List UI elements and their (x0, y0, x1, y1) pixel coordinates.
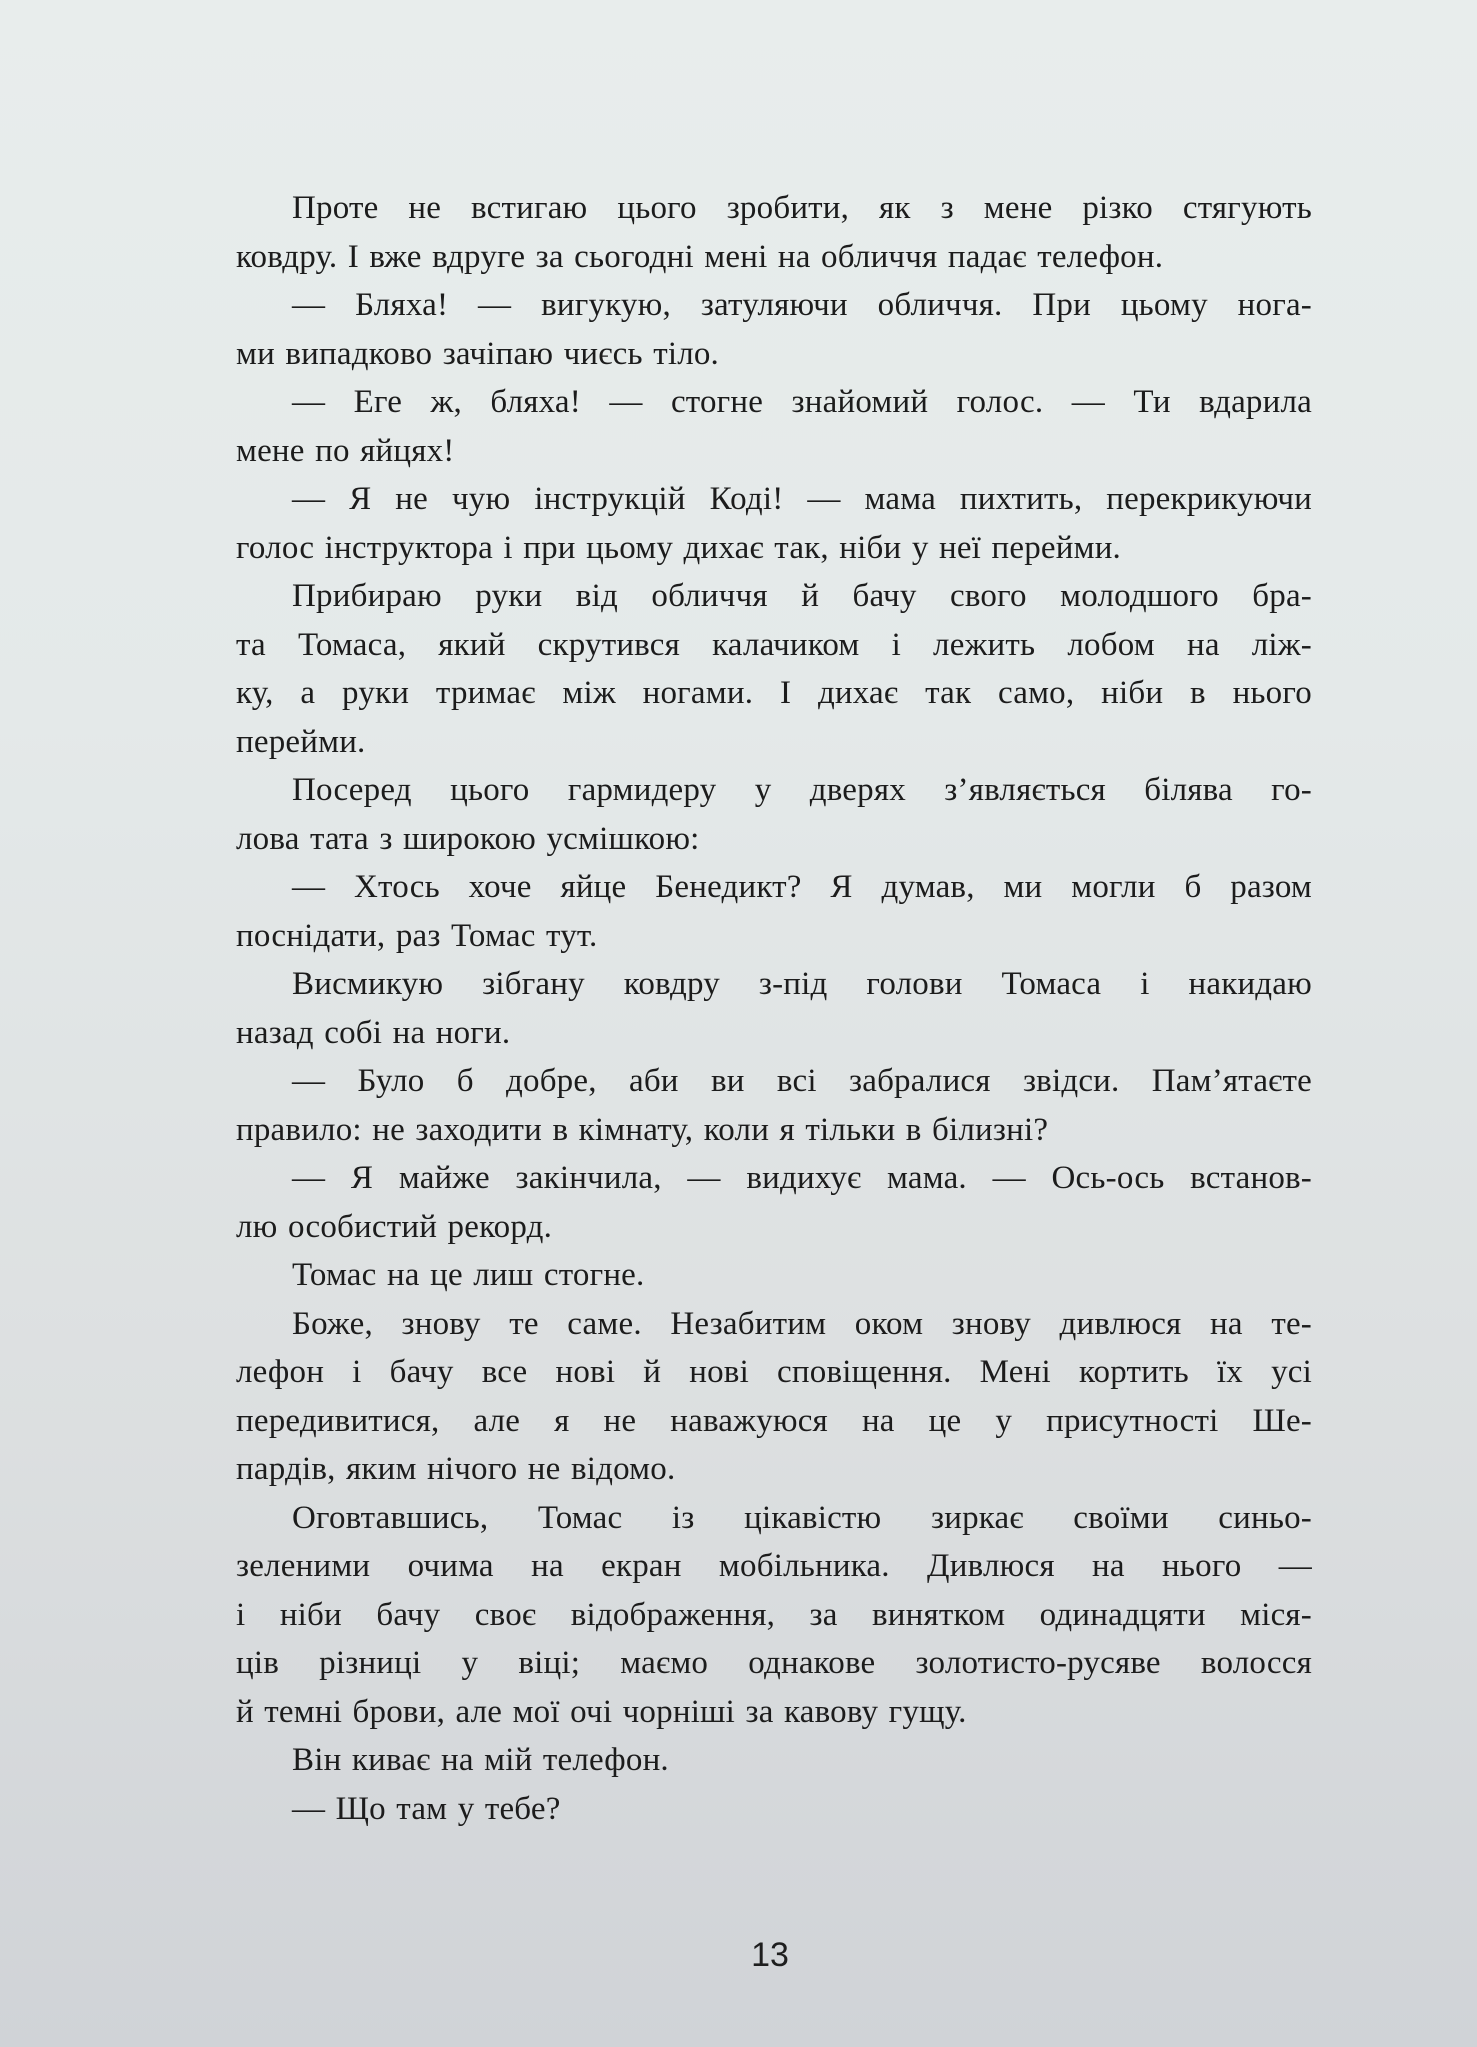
text-line: — Бляха! — вигукую, затуляючи обличчя. При цьому нога- (292, 287, 1312, 323)
text-line: та Томаса, який скрутився калачиком і лежить лобом на ліж- (236, 626, 1312, 663)
text-line: перейми. (236, 723, 366, 760)
text-line: Проте не встигаю цього зробити, як з мене різко стягують (292, 190, 1312, 226)
text-line: поснідати, раз Томас тут. (236, 917, 598, 954)
text-line: — Було б добре, аби ви всі забралися звідси. Пам’ятаєте (292, 1063, 1312, 1099)
text-line: пардів, яким нічого не відомо. (236, 1451, 676, 1487)
text-line: Боже, знову те саме. Незабитим оком знову дивлюся на те- (292, 1305, 1312, 1342)
text-line: передивитися, але я не наважуюся на це у присутності Ше- (236, 1402, 1312, 1439)
text-line: — Я не чую інструкцій Коді! — мама пихтить, перекрикуючи (292, 481, 1312, 517)
text-line: ців різниці у віці; маємо однакове золотисто-русяве волосся (236, 1645, 1312, 1681)
text-line: ковдру. І вже вдруге за сьогодні мені на обличчя падає телефон. (236, 238, 1164, 275)
text-line: Оговтавшись, Томас із цікавістю зиркає своїми синьо- (292, 1499, 1312, 1536)
text-line: правило: не заходити в кімнату, коли я тільки в білизні? (236, 1111, 1049, 1148)
text-line: лефон і бачу все нові й нові сповіщення. Мені кортить їх усі (236, 1354, 1312, 1390)
text-line: — Еге ж, бляха! — стогне знайомий голос. — Ти вдарила (292, 384, 1312, 420)
text-line: зеленими очима на екран мобільника. Дивлюся на нього — (236, 1548, 1312, 1584)
text-line: лова тата з широкою усмішкою: (236, 820, 700, 857)
text-line: Прибираю руки від обличчя й бачу свого молодшого бра- (292, 578, 1312, 614)
text-line: мене по яйцях! (236, 432, 455, 469)
text-line: Висмикую зібгану ковдру з-під голови Томаса і накидаю (292, 966, 1312, 1002)
body-text (236, 184, 1312, 1833)
text-line: назад собі на ноги. (236, 1014, 511, 1051)
text-line: — Що там у тебе? (292, 1790, 561, 1827)
page-number: 13 (751, 1936, 789, 1974)
text-line: і ніби бачу своє відображення, за винятком одинадцяти міся- (236, 1596, 1312, 1633)
text-line: й темні брови, але мої очі чорніші за кавову гущу. (236, 1693, 967, 1730)
text-line: Посеред цього гармидеру у дверях з’являється білява го- (292, 772, 1312, 808)
text-line: ми випадково зачіпаю чиєсь тіло. (236, 335, 720, 372)
text-line: — Я майже закінчила, — видихує мама. — Ось-ось встанов- (292, 1160, 1312, 1196)
text-line: голос інструктора і при цьому дихає так, ніби у неї перейми. (236, 529, 1122, 566)
text-line: Томас на це лиш стогне. (292, 1257, 645, 1293)
text-line: — Хтось хоче яйце Бенедикт? Я думав, ми могли б разом (292, 869, 1312, 905)
text-line: лю особистий рекорд. (236, 1208, 553, 1245)
text-line: ку, а руки тримає між ногами. І дихає так само, ніби в нього (236, 675, 1312, 711)
text-line: Він киває на мій телефон. (292, 1742, 669, 1778)
